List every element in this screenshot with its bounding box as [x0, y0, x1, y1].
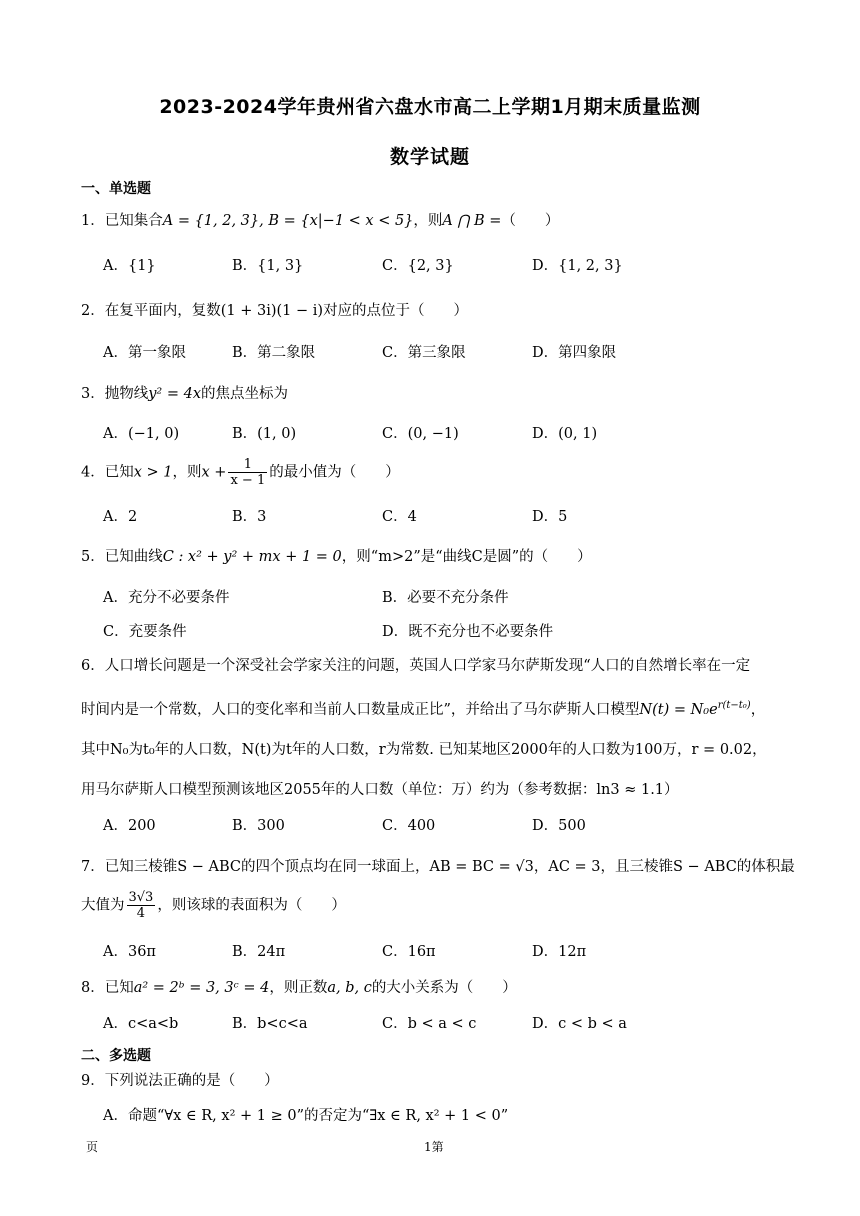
footer-left: 页 [86, 1140, 99, 1154]
q5-stem: 5．已知曲线 [81, 549, 163, 565]
q3-option-d: D．(0, 1) [532, 426, 598, 442]
q6-line-4: 用马尔萨斯人口模型预测该地区2055年的人口数（单位：万）约为（参考数据：ln3 ≈ 1.1） [81, 782, 679, 798]
q5-stem2: ，则“m>2”是“曲线C是圆”的（ ） [341, 549, 592, 565]
q6-option-c: C．400 [382, 818, 436, 834]
q6-option-b: B．300 [232, 818, 285, 834]
q4-stem3: 的最小值为（ ） [269, 464, 400, 481]
q8-option-b: B．b<c<a [232, 1016, 308, 1032]
q2-stem2: 对应的点位于（ ） [323, 303, 469, 319]
q6-model: N(t) = N₀e [639, 701, 718, 718]
q6-line-2-end: ， [750, 701, 766, 718]
q7-option-b: B．24π [232, 944, 286, 960]
q6-option-a: A．200 [103, 818, 156, 834]
q7-line-2 [81, 890, 781, 921]
q3-stem: 3．抛物线 [81, 386, 149, 402]
q4-option-b: B．3 [232, 509, 267, 525]
exam-subtitle: 数学试题 [389, 146, 470, 168]
q2-option-b: B．第二象限 [232, 345, 316, 361]
q5-option-a: A．充分不必要条件 [103, 590, 230, 606]
footer-page-number: 1第 [424, 1140, 444, 1154]
q1-option-c: C．{2, 3} [382, 258, 454, 274]
section-multi-choice: 二、多选题 [81, 1048, 151, 1064]
q4-cond: x > 1 [133, 464, 173, 481]
q1-option-d: D．{1, 2, 3} [532, 258, 623, 274]
q1-stem2: ，则 [413, 213, 443, 229]
question-4 [81, 457, 781, 488]
q7-line-1: 7．已知三棱锥S − ABC的四个顶点均在同一球面上，AB = BC = √3，AC = 3，且三棱锥S − ABC的体积最 [81, 859, 795, 875]
q6-model-exponent: r(t−t₀) [717, 700, 751, 711]
q7-frac-num: 3√3 [128, 890, 154, 905]
q8-option-c: C．b < a < c [382, 1016, 477, 1032]
q7-option-a: A．36π [103, 944, 156, 960]
q7-line-2-pre: 大值为 [81, 897, 125, 914]
question-9: 9．下列说法正确的是（ ） [81, 1073, 279, 1089]
q7-fraction [127, 890, 156, 921]
q8-expr: a² = 2ᵇ = 3, 3ᶜ = 4 [133, 980, 270, 996]
q3-stem2: 的焦点坐标为 [201, 386, 289, 402]
q7-line-2-post: ，则该球的表面积为（ ） [157, 897, 346, 914]
question-2 [81, 301, 781, 321]
q4-expr-pre: x + [201, 464, 227, 481]
q8-option-a: A．c<a<b [103, 1016, 179, 1032]
q2-stem: 2．在复平面内，复数 [81, 303, 221, 319]
q1-stem3: （ ） [501, 213, 560, 229]
question-8 [81, 978, 781, 998]
q1-stem: 1．已知集合 [81, 213, 163, 229]
q9-option-a: A．命题“∀x ∈ R, x² + 1 ≥ 0”的否定为“∃x ∈ R, x² + 1 < 0” [103, 1108, 509, 1124]
q4-frac-den: x − 1 [230, 473, 266, 488]
section-single-choice: 一、单选题 [81, 181, 151, 197]
q4-stem: 4．已知 [81, 464, 134, 481]
q8-option-d: D．c < b < a [532, 1016, 627, 1032]
q3-expr: y² = 4x [148, 386, 202, 402]
q5-expr: C : x² + y² + mx + 1 = 0 [162, 549, 342, 565]
q6-option-d: D．500 [532, 818, 586, 834]
q8-stem3: 的大小关系为（ ） [371, 980, 517, 996]
q7-option-c: C．16π [382, 944, 436, 960]
q6-line-2-text: 时间内是一个常数，人口的变化率和当前人口数量成正比”，并给出了马尔萨斯人口模型 [81, 701, 640, 718]
q1-sets: A = {1, 2, 3}, B = {x|−1 < x < 5} [162, 213, 414, 229]
q5-option-b: B．必要不充分条件 [382, 590, 509, 606]
q2-expr: (1 + 3i)(1 − i) [220, 303, 324, 319]
q2-option-a: A．第一象限 [103, 345, 186, 361]
q1-option-a: A．{1} [103, 258, 156, 274]
q5-option-d: D．既不充分也不必要条件 [382, 624, 554, 640]
q4-stem2: ，则 [172, 464, 202, 481]
q4-fraction [228, 457, 267, 488]
question-3 [81, 384, 781, 404]
q7-frac-den: 4 [136, 906, 146, 921]
q1-option-b: B．{1, 3} [232, 258, 304, 274]
q4-frac-num: 1 [228, 457, 267, 473]
q8-stem: 8．已知 [81, 980, 134, 996]
exam-title: 2023-2024学年贵州省六盘水市高二上学期1月期末质量监测 [159, 96, 701, 118]
q7-option-d: D．12π [532, 944, 587, 960]
q2-option-d: D．第四象限 [532, 345, 617, 361]
q8-vars: a, b, c [327, 980, 372, 996]
q4-option-d: D．5 [532, 509, 568, 525]
q4-option-a: A．2 [103, 509, 138, 525]
q3-option-a: A．(−1, 0) [103, 426, 180, 442]
q1-expr: A ⋂ B = [442, 213, 502, 229]
q3-option-c: C．(0, −1) [382, 426, 459, 442]
q6-line-1: 6．人口增长问题是一个深受社会学家关注的问题，英国人口学家马尔萨斯发现“人口的自然增长率在一定 [81, 658, 751, 674]
q2-option-c: C．第三象限 [382, 345, 466, 361]
q6-line-2 [81, 696, 781, 720]
question-5 [81, 547, 781, 567]
question-1 [81, 211, 781, 231]
q6-line-3: 其中N₀为t₀年的人口数，N(t)为t年的人口数，r为常数. 已知某地区2000年的人口数为100万，r = 0.02， [81, 742, 767, 758]
q4-option-c: C．4 [382, 509, 417, 525]
q8-stem2: ，则正数 [269, 980, 328, 996]
q3-option-b: B．(1, 0) [232, 426, 297, 442]
q5-option-c: C．充要条件 [103, 624, 187, 640]
